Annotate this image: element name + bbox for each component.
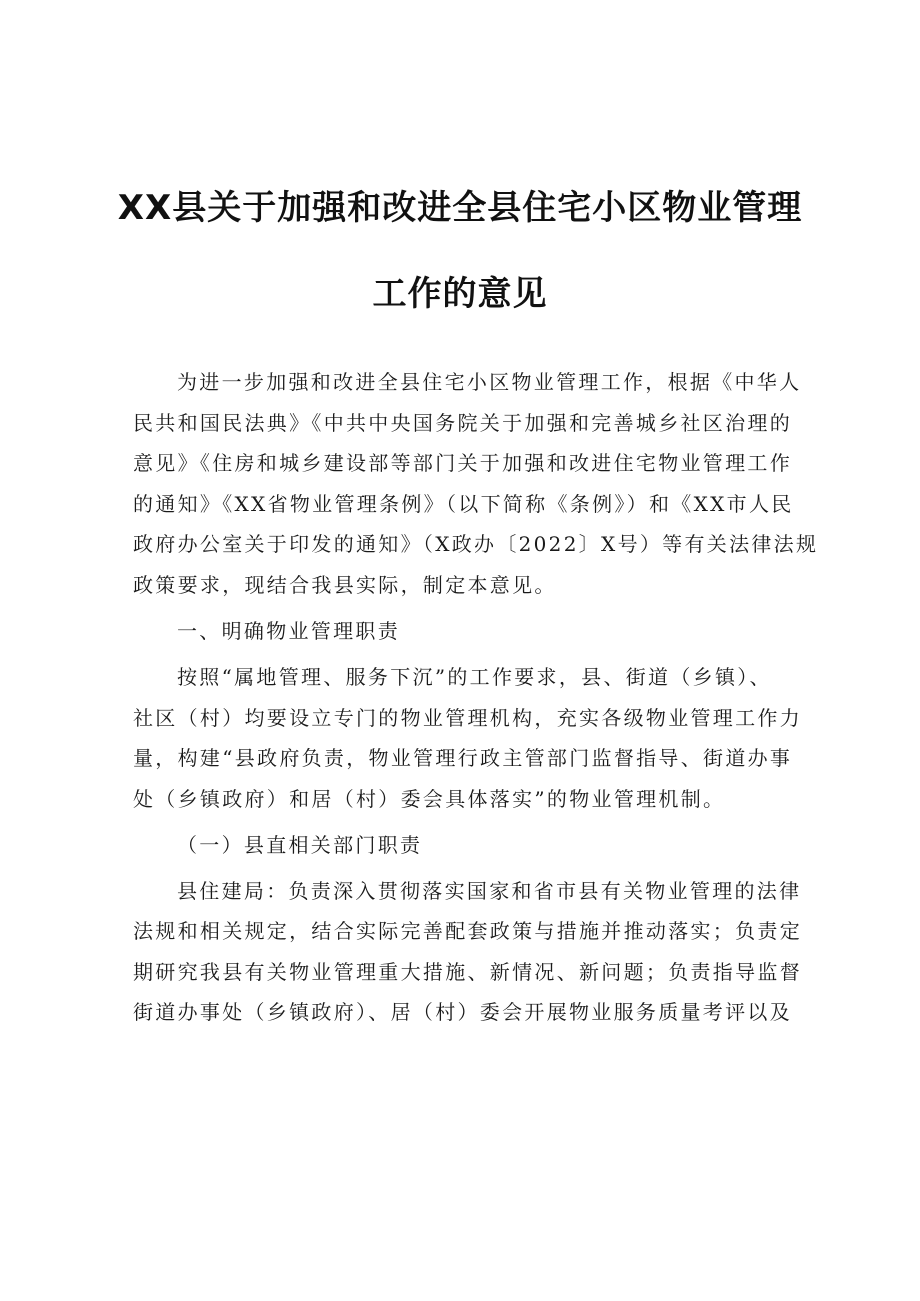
section-1-heading: 一、明确物业管理职责 xyxy=(177,618,400,643)
document-title-line-1: XX县关于加强和改进全县住宅小区物业管理 xyxy=(117,188,803,228)
text-line: 民共和国民法典》《中共中央国务院关于加强和完善城乡社区治理的 xyxy=(133,410,792,435)
text-line: 按照“属地管理、服务下沉”的工作要求，县、街道（乡镇）、 xyxy=(177,664,772,689)
text-line: 量，构建“县政府负责，物业管理行政主管部门监督指导、街道办事 xyxy=(133,746,793,771)
text-line: 县住建局：负责深入贯彻落实国家和省市县有关物业管理的法律 xyxy=(177,878,802,903)
text-line: 政策要求，现结合我县实际，制定本意见。 xyxy=(133,572,557,597)
text-line: 政府办公室关于印发的通知》（X政办〔2022〕X号）等有关法律法规 xyxy=(133,532,819,557)
text-line: 期研究我县有关物业管理重大措施、新情况、新问题；负责指导监督 xyxy=(133,959,802,984)
document-title-line-2: 工作的意见 xyxy=(372,274,548,314)
text-line: 为进一步加强和改进全县住宅小区物业管理工作，根据《中华人 xyxy=(177,370,802,394)
subsection-1-heading: （一）县直相关部门职责 xyxy=(177,832,423,857)
text-line: 法规和相关规定，结合实际完善配套政策与措施并推动落实；负责定 xyxy=(133,919,802,944)
text-line: 的通知》《XX省物业管理条例》（以下简称《条例》）和《XX市人民 xyxy=(133,491,794,516)
text-line: 街道办事处（乡镇政府）、居（村）委会开展物业服务质量考评以及 xyxy=(133,1000,792,1025)
document-body xyxy=(133,362,819,1038)
subsection-1-paragraph xyxy=(133,871,802,1033)
text-line: 社区（村）均要设立专门的物业管理机构，充实各级物业管理工作力 xyxy=(133,705,802,730)
text-line: 意见》《住房和城乡建设部等部门关于加强和改进住宅物业管理工作 xyxy=(133,451,792,476)
section-1-paragraph xyxy=(133,657,802,819)
intro-paragraph xyxy=(133,362,819,606)
text-line: 处（乡镇政府）和居（村）委会具体落实”的物业管理机制。 xyxy=(133,786,726,811)
